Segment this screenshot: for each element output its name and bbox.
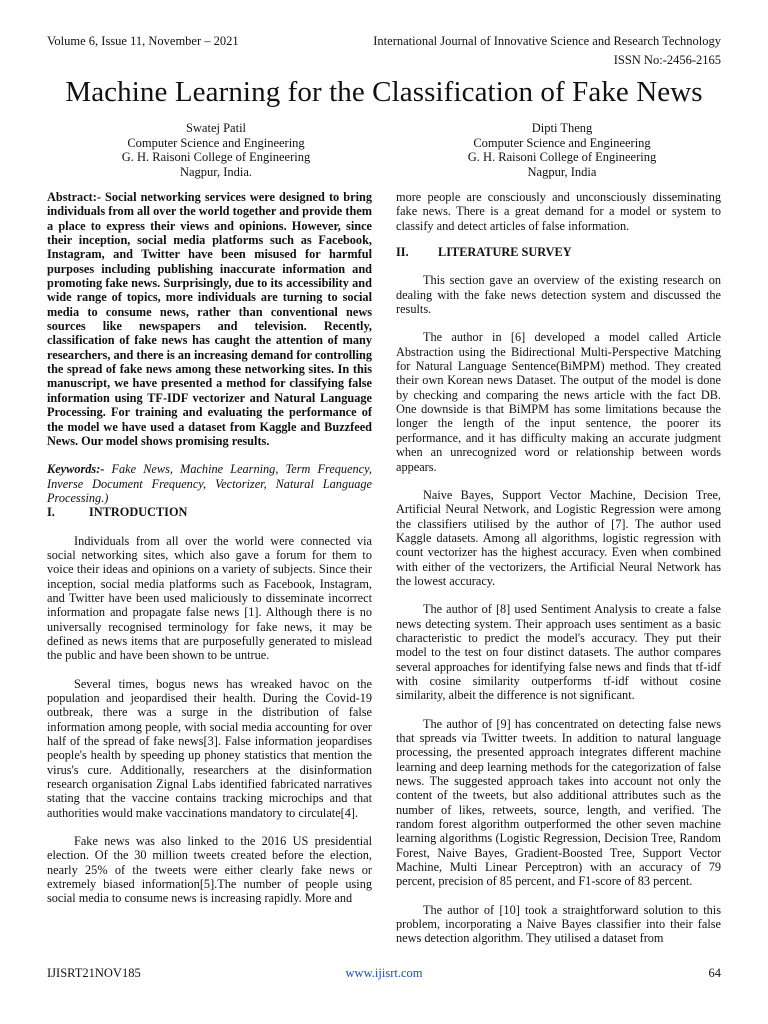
lit-paragraph-2: The author in [6] developed a model called Article Abstraction using the Bidirectional Multi-Perspective Matching for Natural Language Sentence(BiMPM) method. They created their own Korean news Dataset. The output of the model is done by checking and comparing the news article with the fact DB. One downside is that BiMPM has some limitations because the longer the length of the input sentence, the poorer its performance, and it has difficulty making an accurate judgment when an unrecognized word or relationship between words appears. bbox=[396, 330, 721, 474]
author-city: Nagpur, India bbox=[527, 164, 597, 179]
journal-volume: Volume 6, Issue 11, November – 2021 bbox=[47, 34, 239, 48]
keywords-text: Fake News, Machine Learning, Term Frequency, Inverse Document Frequency, Vectorizer, Natural Language Processing.) bbox=[47, 462, 372, 505]
lit-paragraph-3: Naive Bayes, Support Vector Machine, Decision Tree, Artificial Neural Network, and Logistic Regression were among the classifiers utilised by the author of [7]. The author used Kaggle datasets. Among all algorithms, logistic regression with count vectorizer has the highest accuracy. Even when combined with either of the vectorizers, the Artificial Neural Network has the lowest accuracy. bbox=[396, 487, 721, 588]
abstract: Abstract:- Social networking services were designed to bring individuals from all over the world together and provide them a place to express their views and opinions. However, since their inception, social media platforms such as Facebook, Instagram, and Twitter have been misused for harmful purposes including publishing inaccurate information and promoting fake news. Surprisingly, due to its accessibility and wide range of topics, more individuals are turning to social media to consume news, rather than conventional news sources like newspapers and television. Recently, classification of fake news has caught the attention of many researchers, and there is an increasing demand for controlling the spread of fake news among these networking sites. In this manuscript, we have presented a method for classifying false information using TF-IDF vectorizer and Natural Language Processing. For training and evaluating the performance of the model we have used a dataset from Kaggle and Buzzfeed News. Our model shows promising results. bbox=[47, 190, 372, 448]
author-name: Dipti Theng bbox=[531, 121, 593, 135]
section-heading-literature-survey bbox=[396, 245, 721, 259]
page-number: 64 bbox=[708, 966, 721, 980]
lit-paragraph-6: The author of [10] took a straightforward solution to this problem, incorporating a Naive Bayes classifier into their false news detection algorithm. They utilised a dataset from bbox=[396, 902, 721, 946]
journal-name: International Journal of Innovative Science and Research Technology bbox=[373, 34, 721, 48]
author-dept: Computer Science and Engineering bbox=[127, 135, 305, 150]
journal-issn: ISSN No:-2456-2165 bbox=[613, 53, 721, 67]
intro-paragraph-3: Fake news was also linked to the 2016 US presidential election. Of the 30 million tweets created before the election, nearly 25% of the tweets were either clearly fake news or extremely biased information[5].The number of people using social media to consume news is increasing rapidly. More and bbox=[47, 834, 372, 906]
intro-paragraph-1: Individuals from all over the world were connected via social networking sites, which also gave a forum for them to voice their ideas and opinions on a variety of subjects. Since their inception, social media platforms such as Facebook, Instagram, and Twitter have been used maliciously to disseminate incorrect information and propagate false news [1]. Although there is no universally recognised terminology for fake news, it may be defined as news items that are purposefully generated to mislead the public and have been shown to be untrue. bbox=[47, 533, 372, 663]
author-city: Nagpur, India. bbox=[179, 164, 253, 179]
lit-paragraph-4: The author of [8] used Sentiment Analysis to create a false news detecting system. Their approach uses sentiment as a basic characteristic to predict the model's accuracy. They put their model to the test on four distinct datasets. The author compares several approaches for identifying false news and finds that tf-idf with cosine similarity outperforms tf-idf without cosine similarity, albeit the difference is not significant. bbox=[396, 602, 721, 703]
author-college: G. H. Raisoni College of Engineering bbox=[467, 150, 657, 164]
right-column bbox=[396, 190, 721, 946]
author-dept: Computer Science and Engineering bbox=[473, 135, 651, 150]
keywords bbox=[47, 462, 372, 505]
paper-id: IJISRT21NOV185 bbox=[47, 966, 141, 980]
section-title: INTRODUCTION bbox=[89, 505, 188, 520]
paper-title: Machine Learning for the Classification of Fake News bbox=[65, 76, 703, 108]
section-number: I. bbox=[47, 505, 55, 520]
author-college: G. H. Raisoni College of Engineering bbox=[121, 150, 311, 164]
section-number: II. bbox=[396, 245, 409, 260]
author-block-1 bbox=[66, 121, 366, 179]
left-column bbox=[47, 190, 372, 906]
journal-url-link[interactable]: www.ijisrt.com bbox=[345, 966, 423, 980]
intro-paragraph-2: Several times, bogus news has wreaked havoc on the population and jeopardised their health. During the Covid-19 outbreak, there was a surge in the distribution of false information among people, with social media accounting for over half of the spread of fake news[3]. False information jeopardises people's health by speeding up phoney statistics that mention the virus's cure. Additionally, researchers at the disinformation research organisation Zignal Labs identified fabricated narratives stating that the vaccine contains tracking microchips and that authorities would make vaccinations mandatory to circulate[4]. bbox=[47, 676, 372, 820]
author-name: Swatej Patil bbox=[185, 121, 247, 135]
lit-paragraph-1: This section gave an overview of the existing research on dealing with the fake news detection system and discussed the results. bbox=[396, 273, 721, 317]
section-heading-introduction bbox=[47, 505, 372, 519]
keywords-label: Keywords:- bbox=[47, 462, 105, 477]
lit-paragraph-5: The author of [9] has concentrated on detecting false news that spreads via Twitter tweets. In addition to natural language processing, the presented approach integrates different machine learning and deep learning methods for the categorization of false news. The suggested approach takes into account not only the content of the tweets, but also additional attributes such as the number of likes, retweets, source, length, and verified. The random forest algorithm outperformed the other seven machine learning algorithms (Logistic Regression, Decision Tree, Random Forest, Naive Bayes, Gradient-Boosted Tree, Support Vector Machine, Multi Linear Perceptron) with an accuracy of 79 percent, precision of 85 percent, and F1-score of 83 percent. bbox=[396, 716, 721, 889]
intro-continuation: more people are consciously and unconsciously disseminating fake news. There is a great demand for a model or system to classify and detect articles of false information. bbox=[396, 190, 721, 233]
section-title: LITERATURE SURVEY bbox=[438, 245, 572, 260]
author-block-2 bbox=[412, 121, 712, 179]
